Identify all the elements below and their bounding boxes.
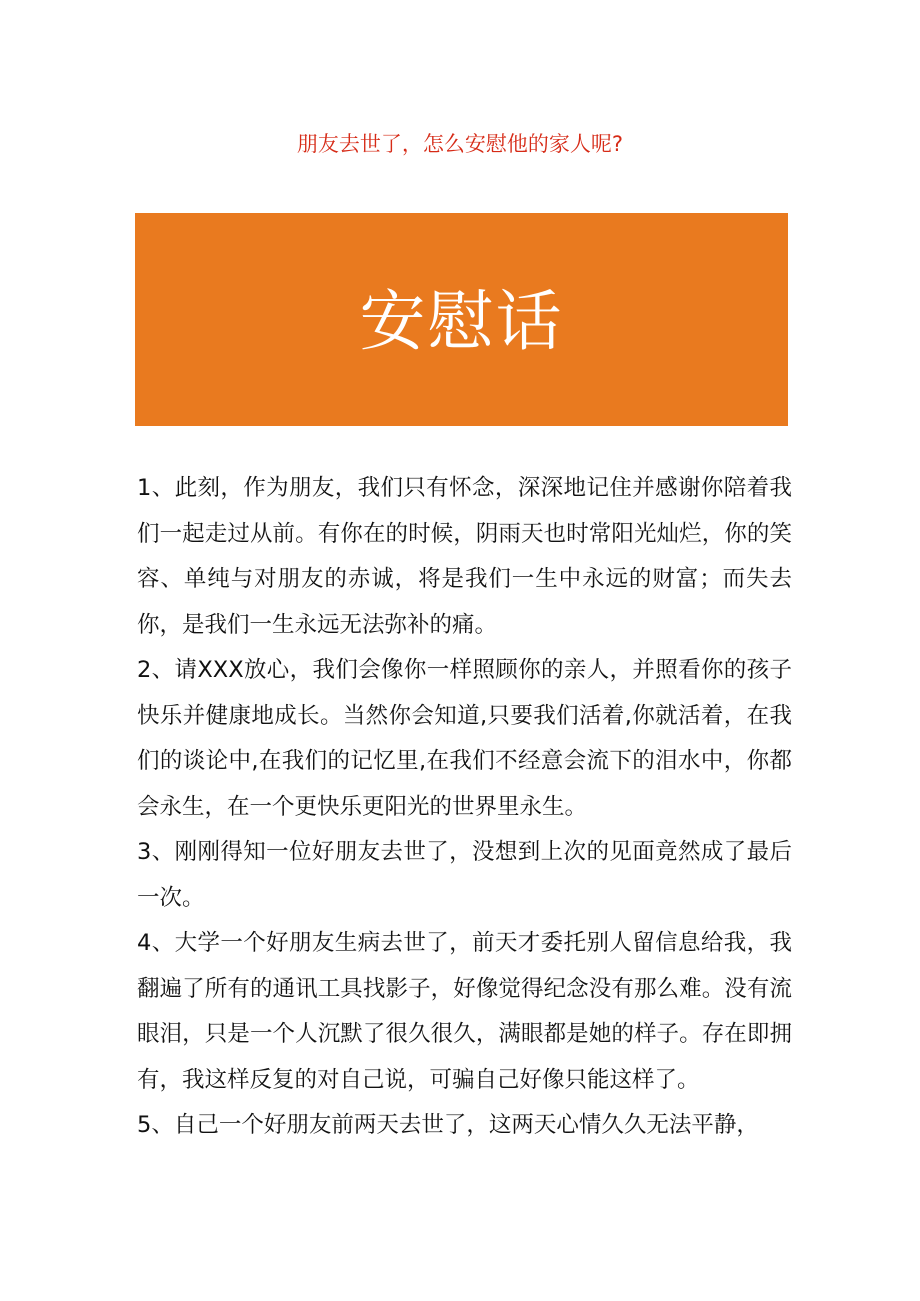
- paragraph-5: 5、自己一个好朋友前两天去世了，这两天心情久久无法平静，: [137, 1112, 759, 1138]
- body-content: [137, 466, 792, 1149]
- paragraph-2: 2、请XXX放心，我们会像你一样照顾你的亲人，并照看你的孩子快乐并健康地成长。当然你会知道,只要我们活着,你就活着，在我们的谈论中,在我们的记忆里,在我们不经意会流下的泪水中，你都会永生，在一个更快乐更阳光的世界里永生。: [137, 657, 792, 820]
- paragraph-4: 4、大学一个好朋友生病去世了，前天才委托别人留信息给我，我翻遍了所有的通讯工具找影子，好像觉得纪念没有那么难。没有流眼泪，只是一个人沉默了很久很久，满眼都是她的样子。存在即拥有，我这样反复的对自己说，可骗自己好像只能这样了。: [137, 930, 792, 1093]
- paragraph-3: 3、刚刚得知一位好朋友去世了，没想到上次的见面竟然成了最后一次。: [137, 839, 792, 911]
- page-title: 朋友去世了，怎么安慰他的家人呢?: [296, 132, 624, 156]
- banner: [135, 213, 788, 426]
- banner-title: 安慰话: [359, 282, 564, 360]
- paragraph-1: 1、此刻，作为朋友，我们只有怀念，深深地记住并感谢你陪着我们一起走过从前。有你在的时候，阴雨天也时常阳光灿烂，你的笑容、单纯与对朋友的赤诚，将是我们一生中永远的财富；而失去你，是我们一生永远无法弥补的痛。: [137, 475, 792, 638]
